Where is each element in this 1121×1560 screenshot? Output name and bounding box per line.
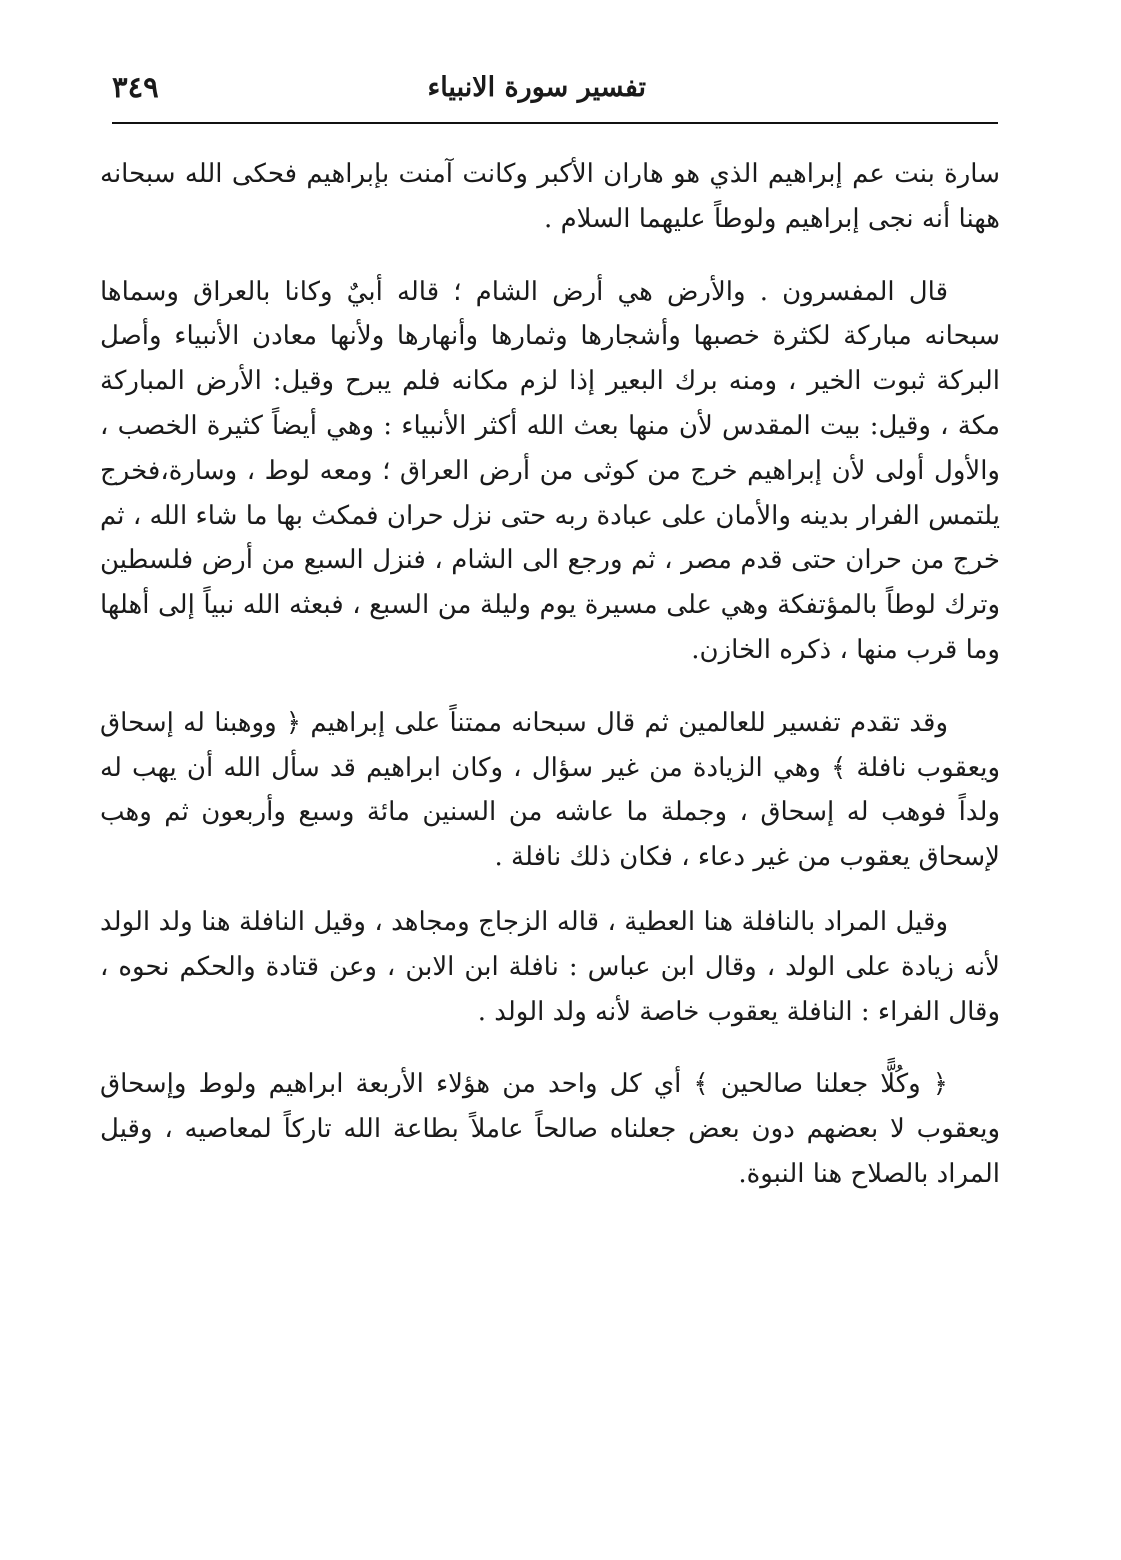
page-number: ٣٤٩ [112,70,159,104]
paragraph-4: وقيل المراد بالنافلة هنا العطية ، قاله الزجاج ومجاهد ، وقيل النافلة هنا ولد الولد لأنه زيادة على الولد ، وقال ابن عباس : نافلة ابن الابن ، وعن قتادة والحكم نحوه ، وقال الفراء : النافلة يعقوب خاصة لأنه ولد الولد . [100,906,1000,1027]
running-title: تفسير سورة الانبياء [427,72,646,103]
running-header [112,60,996,120]
body-text [100,152,1000,1197]
header-divider [112,122,998,124]
paragraph-3: وقد تقدم تفسير للعالمين ثم قال سبحانه ممتناً على إبراهيم ﴿ ووهبنا له إسحاق ويعقوب نافلة ﴾ وهي الزيادة من غير سؤال ، وكان ابراهيم قد سأل الله أن يهب له ولداً فوهب له إسحاق ، وجملة ما عاشه من السنين مائة وسبع وأربعون ثم وهب لإسحاق يعقوب من غير دعاء ، فكان ذلك نافلة . [100,707,1000,873]
paragraph-2: قال المفسرون . والأرض هي أرض الشام ؛ قاله أبيٌ وكانا بالعراق وسماها سبحانه مباركة لكثرة خصبها وأشجارها وثمارها وأنهارها ولأنها معادن الأنبياء وأصل البركة ثبوت الخير ، ومنه برك البعير إذا لزم مكانه فلم يبرح وقيل: الأرض المباركة مكة ، وقيل: بيت المقدس لأن منها بعث الله أكثر الأنبياء : وهي أيضاً كثيرة الخصب ، والأول أولى لأن إبراهيم خرج من كوثى من أرض العراق ؛ ومعه لوط ، وسارة،فخرج يلتمس الفرار بدينه والأمان على عبادة ربه حتى نزل حران فمكث بها ما شاء الله ، ثم خرج من حران حتى قدم مصر ، ثم ورجع الى الشام ، فنزل السبع من أرض فلسطين وترك لوطاً بالمؤتفكة وهي على مسيرة يوم وليلة من السبع ، فبعثه الله نبياً إلى أهلها وما قرب منها ، ذكره الخازن. [100,276,1001,665]
paragraph-5: ﴿ وكُلًّا جعلنا صالحين ﴾ أي كل واحد من هؤلاء الأربعة ابراهيم ولوط وإسحاق ويعقوب لا بعضهم دون بعض جعلناه صالحاً عاملاً بطاعة الله تاركاً لمعاصيه ، وقيل المراد بالصلاح هنا النبوة. [100,1069,1000,1189]
paragraph-1: سارة بنت عم إبراهيم الذي هو هاران الأكبر وكانت آمنت بإبراهيم فحكى الله سبحانه ههنا أنه نجى إبراهيم ولوطاً عليهما السلام . [100,159,1000,234]
